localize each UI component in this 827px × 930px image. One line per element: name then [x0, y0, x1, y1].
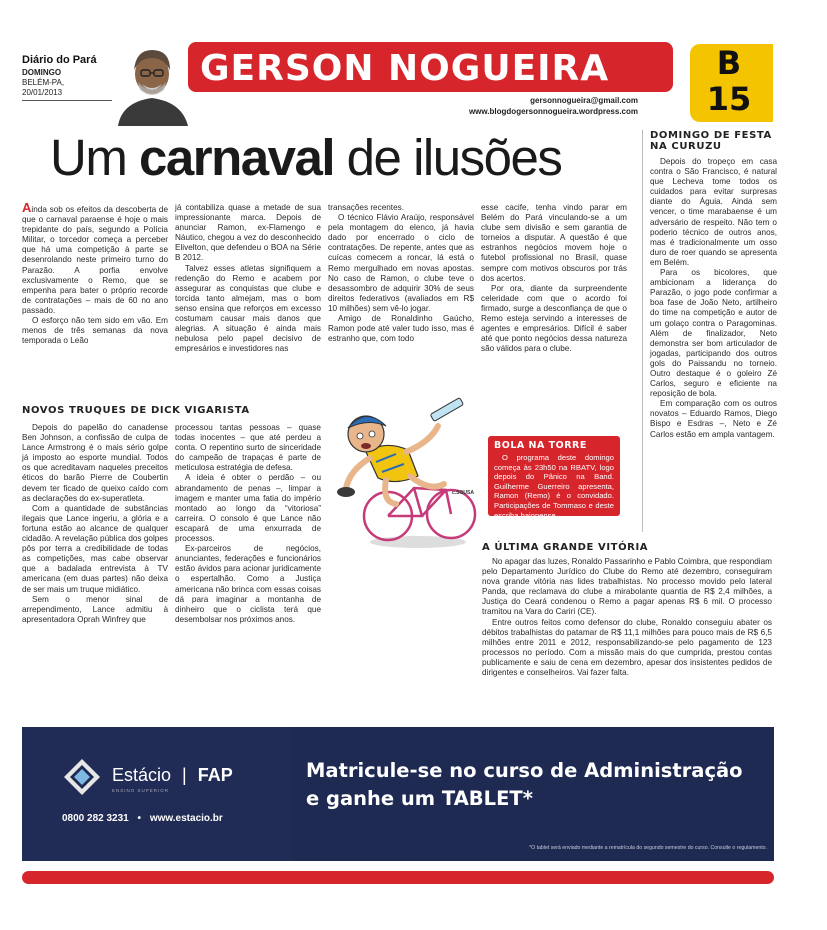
masthead-day: DOMINGO — [22, 68, 62, 77]
section-letter: B — [716, 44, 742, 82]
sidebar-curuzu — [650, 130, 777, 440]
bola-na-torre-box — [488, 436, 620, 520]
sidebar-paragraph: Para os bicolores, que ambicionam a liderança do Parazão, o jogo pode confirmar a boa fase de João Neto, artilheiro do time na competição e autor de um golaço contra o Paragominas. Além de finalizador, Neto demonstra ser bom articulador de jogadas, participando dos outros gols do Paissandu no torneio. Outro destaque é o goleiro Zé Carlos, seguro e eficiente na reposição de bola. — [650, 268, 777, 399]
paper-name: Diário do Pará — [22, 54, 97, 66]
ad-logo-block — [22, 727, 292, 861]
columnist-name: GERSON NOGUEIRA — [200, 48, 610, 89]
syringe — [430, 398, 463, 422]
sidebar-title — [650, 130, 777, 152]
article-paragraph: transações recentes. — [328, 203, 405, 212]
sidebar-paragraph: Em comparação com os outros novatos – Eduardo Ramos, Diego Bispo e Esdras –, Neto e Zé Carlos estão em ampla vantagem. — [650, 399, 777, 439]
headline-part-3: de ilusões — [346, 129, 562, 186]
ad-contact — [62, 813, 223, 824]
truques-paragraph: Sem o menor sinal de arrependimento, Lance admitiu à apresentadora Oprah Winfrey que — [22, 594, 168, 624]
masthead-info — [22, 54, 110, 97]
ad-headline — [306, 757, 743, 813]
article-paragraph: O esforço não tem sido em vão. Em menos de três semanas da nova temporada o Leão — [22, 316, 168, 346]
article-column-3 — [328, 203, 474, 344]
masthead-rule — [22, 100, 112, 101]
estacio-ad[interactable] — [22, 727, 774, 861]
article-column-2 — [175, 203, 321, 354]
page-number: 15 — [706, 80, 752, 118]
ad-bullet: • — [137, 813, 142, 824]
columnist-photo — [112, 40, 192, 126]
truques-column-1 — [22, 423, 168, 625]
article-paragraph: Amigo de Ronaldinho Gaúcho, Ramon pode até valer tudo isso, mas é estranho que, com todo — [328, 314, 474, 344]
ad-footnote: *O tablet será enviado mediante a rematrícula do segundo semestre do curso. Consulte o regulamento. — [529, 845, 767, 851]
estacio-logo-icon — [62, 757, 102, 797]
drop-cap: A — [22, 200, 32, 215]
article-column-1 — [22, 200, 168, 346]
truques-paragraph: A ideia é obter o perdão – ou abrandamento de penas –, limpar a imagem e manter uma fatia do império montado ao longo da “vitoriosa” carreira. O consolo é que Lance não escapará de uma enxurrada de processos. — [175, 473, 321, 544]
article-paragraph: O técnico Flávio Araújo, responsável pela montagem do elenco, já havia dado por encerrado o ciclo de contratações. De repente, antes que as cuícas comecem a roncar, lá está o Remo mergulhado em novas apostas. No caso de Ramon, o clube teve o desassombro de adquirir 30% de seus direitos federativos (avaliados em R$ 10 milhões) sem vê-lo jogar. — [328, 213, 474, 313]
headline — [50, 128, 620, 188]
article-paragraph: Talvez esses atletas signifiquem a redenção do Remo e acabem por assegurar as conquistas que clube e torcida tanto almejam, mas o bom senso ensina que reforços em excesso costumam causar mais danos que alegrias. A situação é ainda mais nebulosa pelo papel decisivo de empresários e investidores nas — [175, 263, 321, 354]
headline-part-2: carnaval — [139, 129, 334, 186]
masthead-city: BELÉM-PA, — [22, 78, 65, 87]
article-column-4 — [481, 203, 627, 354]
vitoria-body — [482, 557, 772, 678]
columnist-email[interactable]: gersonnogueira@gmail.com — [530, 96, 638, 105]
truques-column-2 — [175, 423, 321, 625]
headline-part-1: Um — [50, 129, 127, 186]
ad-headline-line-1: Matricule-se no curso de Administração — [306, 759, 743, 782]
cartoon-illustration — [326, 392, 486, 550]
columnist-banner — [188, 42, 673, 92]
page-marker — [690, 44, 773, 122]
article-paragraph: Ainda sob os efeitos da descoberta de que o carnaval paraense é hoje o mais trepidante do país, segundo a Polícia Militar, o torcedor começa a perceber que há uma competição à parte se desenrolando neste primeiro turno do Parazão. A porfia envolve exclusivamente o Remo, que se empenha para bater o próprio recorde de contratações – mais de 60 no ano passado. — [22, 200, 168, 315]
cartoon-signature: c.SOUSA — [452, 490, 474, 496]
ad-brand-unit: FAP — [197, 765, 233, 785]
vitoria-paragraph: No apagar das luzes, Ronaldo Passarinho e Pablo Coimbra, que respondiam pelo Departamento Jurídico do Clube do Remo até dezembro, conseguiram nova grande vitória nas lides trabalhistas. No processo movido pelo lateral Panda, que reclamava do clube a mirabolante quantia de R$ 2,4 milhões, a Justiça do Ceará condenou o Remo a pagar apenas R$ 6 mil. O processo tramitou na Vara do Cariri (CE). — [482, 557, 772, 617]
ad-headline-line-2: e ganhe um TABLET* — [306, 787, 533, 810]
truques-paragraph: Ex-parceiros de negócios, anunciantes, federações e funcionários estão ávidos para acionar juridicamente o espertalhão. Como a Justiça americana não brinca com essas coisas dá para imaginar a montanha de dinheiro que o ciclista terá que desembolsar nos próximos anos. — [175, 544, 321, 624]
article-paragraph: Por ora, diante da surpreendente celeridade com que o acordo foi firmado, surge a desconfiança de que o Remo esteja servindo a interesses de agentes e empresários. Difícil é saber até que ponto negócios dessa natureza são válidos para o clube. — [481, 283, 627, 354]
bola-na-torre-title: BOLA NA TORRE — [494, 440, 587, 451]
truques-paragraph: processou tantas pessoas – quase todas inocentes – que até perdeu a conta. O repentino surto de sinceridade do campeão de trapaças é parte de meticulosa estratégia de defesa. — [175, 423, 321, 473]
ad-brand-separator: | — [182, 765, 187, 785]
ad-tagline: ENSINO SUPERIOR — [112, 788, 170, 793]
sidebar-title-line-1: DOMINGO DE FESTA — [650, 130, 772, 141]
article-paragraph: esse cacife, tenha vindo parar em Belém do Pará vinculando-se a um clube sem divisão e sem garantia de torneios a disputar. A questão é que estranhos negócios movem hoje o futebol profissional no Brasil, quase sempre com motivos obscuros por trás dos acertos. — [481, 203, 627, 283]
vitoria-title: A ÚLTIMA GRANDE VITÓRIA — [482, 542, 649, 553]
truques-paragraph: Com a quantidade de substâncias ilegais que Lance ingeriu, a glória e a fortuna estão ao alcance de qualquer cidadão. A revelação pública dos golpes pôs por terra a credibilidade de todas as competições, mas cabe observar que a badalada entrevista à TV americana (em duas partes) não deixa de ser mais um truque midiático. — [22, 503, 168, 594]
ad-site[interactable]: www.estacio.br — [149, 813, 223, 824]
truques-title: NOVOS TRUQUES DE DICK VIGARISTA — [22, 405, 250, 416]
vitoria-paragraph: Entre outros feitos como defensor do clube, Ronaldo conseguiu abater os débitos trabalhistas do patamar de R$ 11,1 milhões para pouco mais de R$ 6,5 milhões entre 2011 e 2012, responsabilizando-se pelo pagamento de 123 processos no período. Com a missão mais do que cumprida, prestou contas publicamente e saiu de cena em dezembro, apesar dos insistentes pedidos de dirigentes e conselheiros. Vai fazer falta. — [482, 617, 772, 678]
truques-paragraph: Depois do papelão do canadense Ben Johnson, a confissão de culpa de Lance Armstrong é o mais sério golpe já imposto ao esporte mundial. Todos os que acreditavam naqueles preceitos éticos do barão Pierre de Coubertin devem ter ficado de queixo caído com as declarações do ex-superatleta. — [22, 423, 168, 503]
sidebar-title-line-2: NA CURUZU — [650, 141, 722, 152]
ad-brand-name: Estácio — [112, 765, 172, 785]
ad-phone[interactable]: 0800 282 3231 — [62, 813, 129, 824]
columnist-blog[interactable]: www.blogdogersonnogueira.wordpress.com — [468, 107, 638, 116]
footer-bar — [22, 871, 774, 884]
ad-brand — [112, 765, 233, 786]
article-paragraph: já contabiliza quase a metade de sua impressionante marca. Depois de anunciar Ramon, ex-Flamengo e Náutico, chegou a vez do desconhecido Elivelton, que defendeu o BOA na Série B 2012. — [175, 203, 321, 263]
sidebar-paragraph: Depois do tropeço em casa contra o São Francisco, é natural que Lecheva tome todos os cuidados para evitar surpresas diante do Águia. Ainda sem vencer, o time marabaense é um adversário de respeito. Não tem o poderio técnico de outros anos, mas é tradicionalmente um osso duro de roer quando se apresenta em Belém. — [650, 157, 777, 267]
column-rule — [642, 130, 643, 532]
sidebar-body — [650, 157, 777, 440]
masthead-date: 20/01/2013 — [22, 88, 63, 97]
bola-na-torre-text: O programa deste domingo começa às 23h50 na RBATV, logo depois do Pânico na Band. Guilherme Guerreiro apresenta, Ramon (Remo) é o convidado. Participações de Tommaso e deste escriba baionense. — [494, 453, 614, 520]
